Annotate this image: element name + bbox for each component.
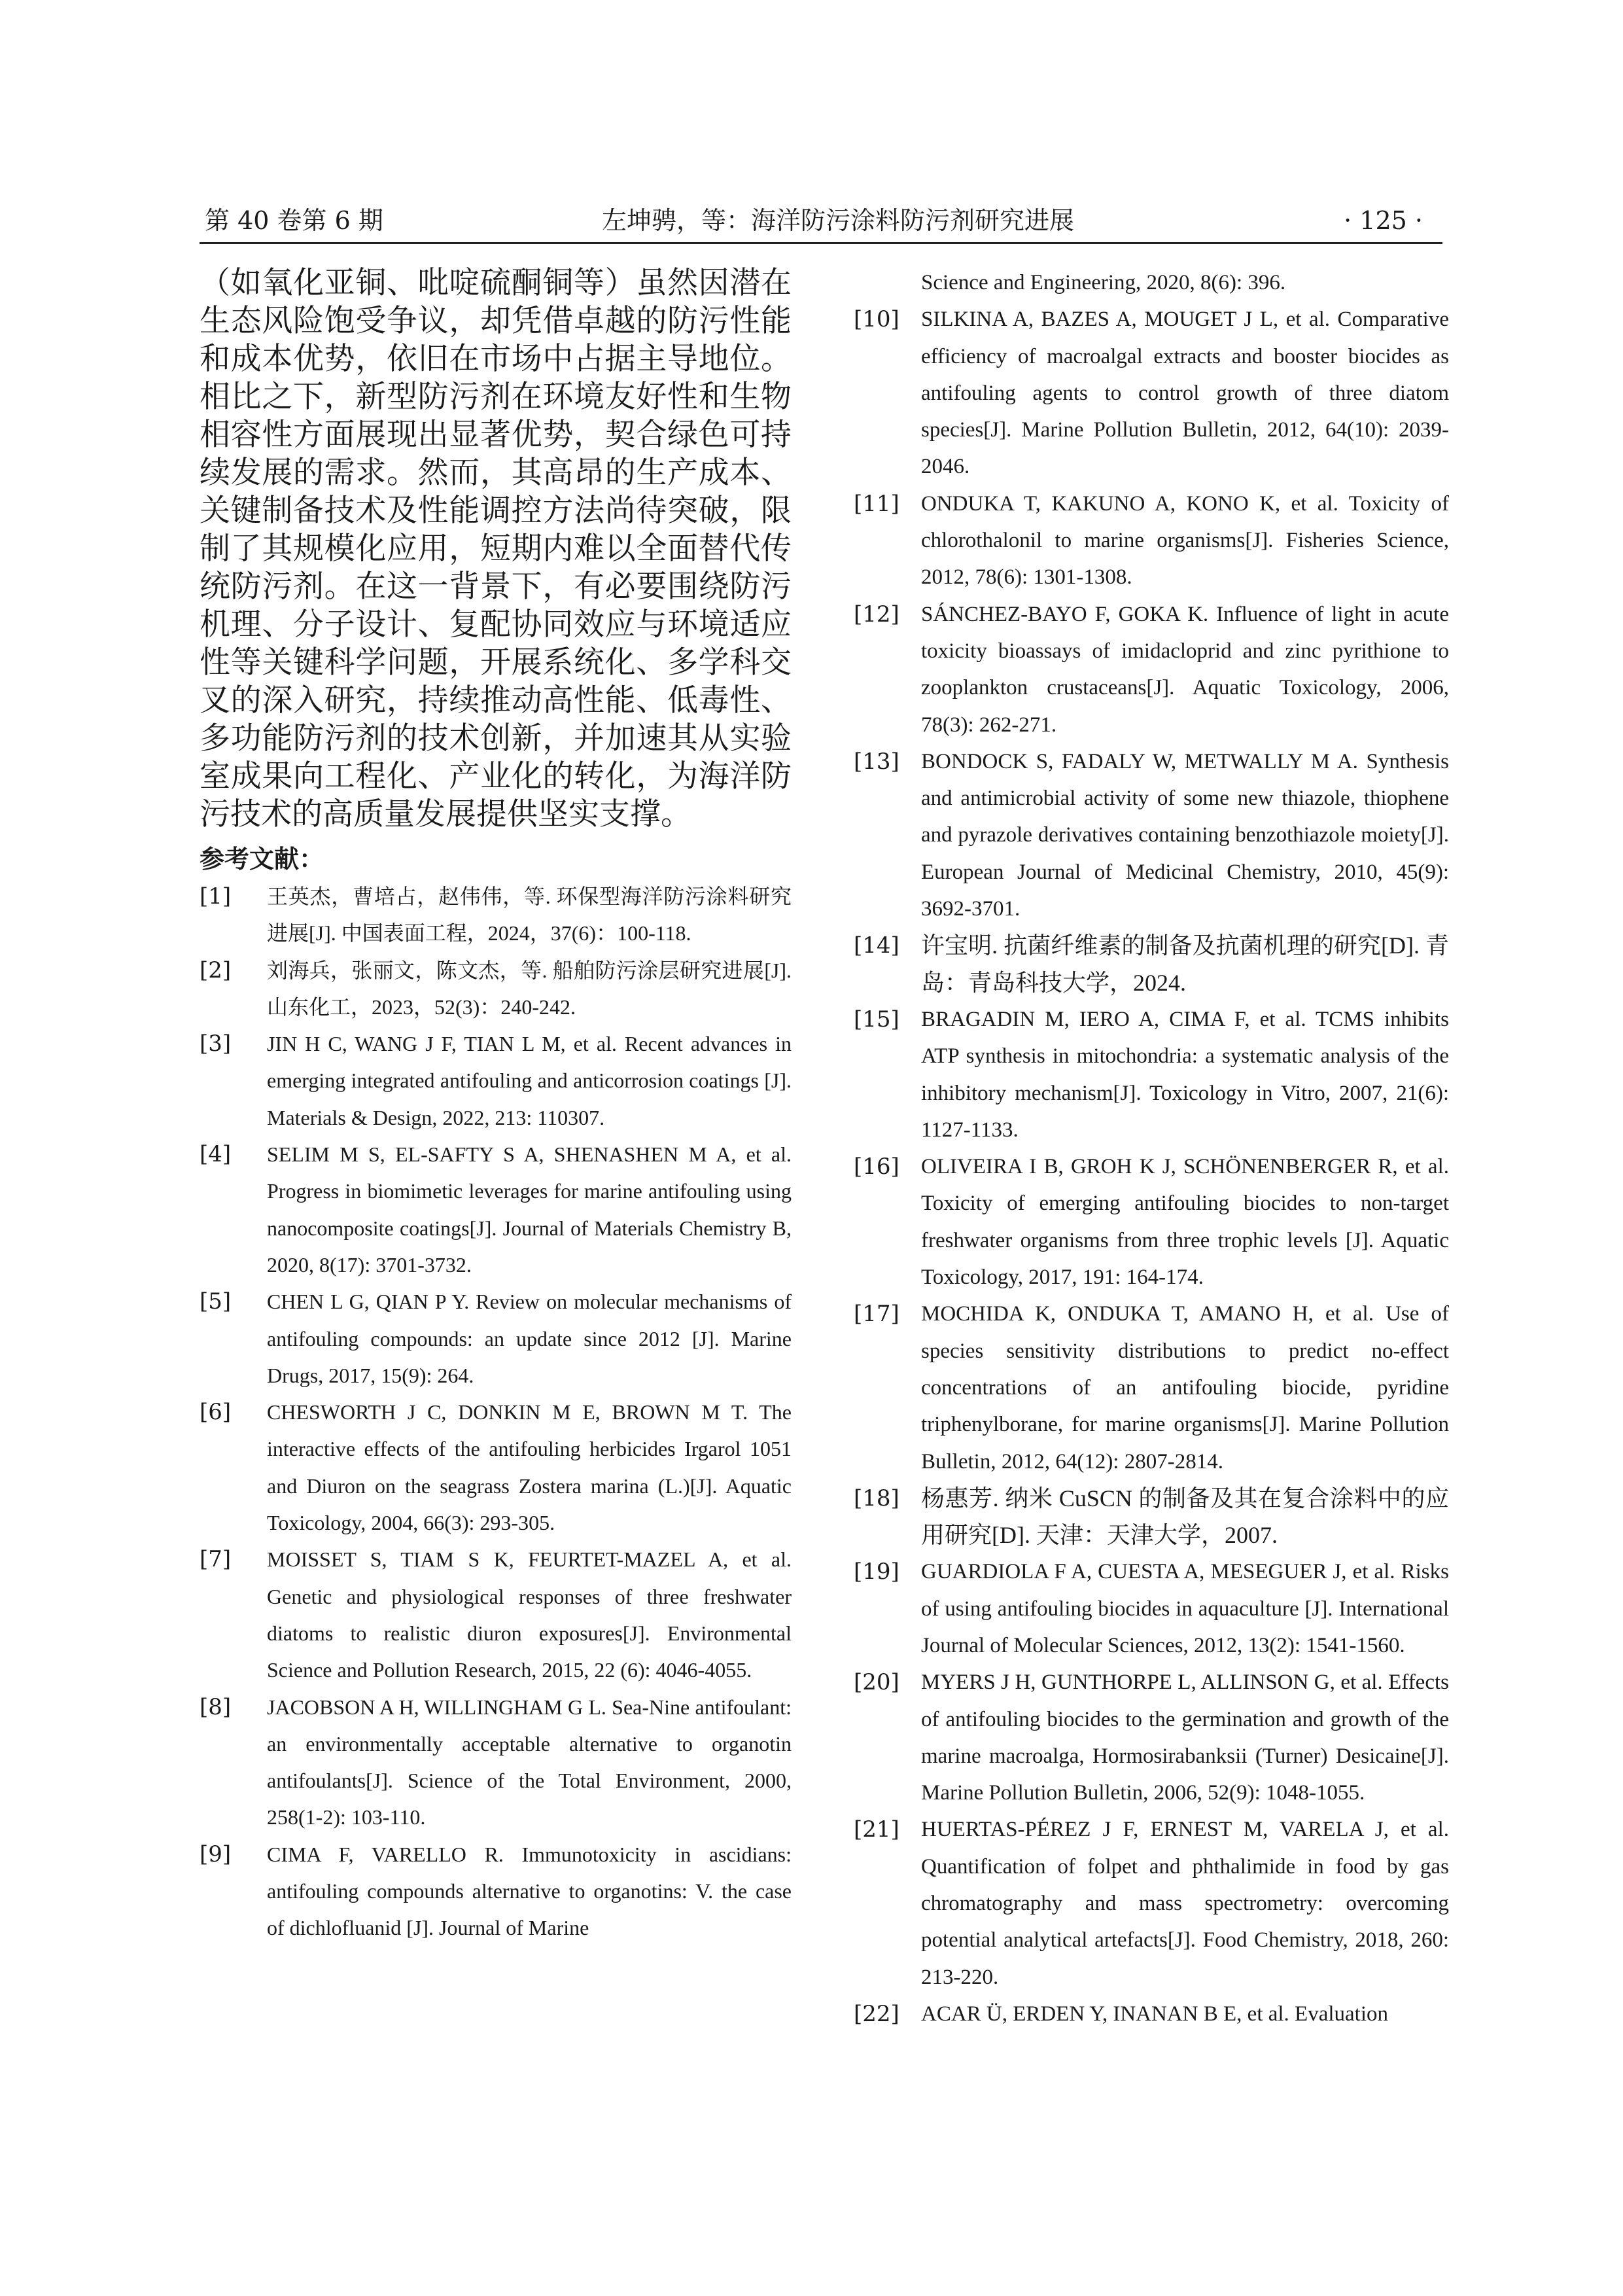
reference-number: [19] [854, 1559, 899, 1585]
reference-text: SÁNCHEZ-BAYO F, GOKA K. Influence of light in acute toxicity bioassays of imidacloprid and zinc pyrithione to zooplankton crustaceans[J]. Aquatic Toxicology, 2006, 78(3): 262-271. [921, 602, 1449, 737]
reference-number: [10] [854, 306, 899, 333]
running-title: 左坤骋，等：海洋防污涂料防污剂研究进展 [602, 206, 1075, 235]
reference-item [854, 1664, 1449, 1811]
reference-number: [4] [200, 1141, 232, 1168]
reference-text: OLIVEIRA I B, GROH K J, SCHÖNENBERGER R, et al. Toxicity of emerging antifouling biocides to non-target freshwater organisms from three trophic levels [J]. Aquatic Toxicology, 2017, 191: 164-174. [921, 1155, 1449, 1290]
reference-number: [12] [854, 601, 899, 627]
reference-item [200, 1689, 792, 1836]
reference-item [200, 1136, 792, 1283]
reference-item [200, 1394, 792, 1541]
reference-text: ACAR Ü, ERDEN Y, INANAN B E, et al. Evaluation [921, 2002, 1389, 2026]
running-header [200, 196, 1442, 244]
reference-text: 刘海兵，张丽文，陈文杰，等. 船舶防污涂层研究进展[J]. 山东化工，2023，52(3)：240-242. [267, 958, 792, 1019]
reference-text: SILKINA A, BAZES A, MOUGET J L, et al. Comparative efficiency of macroalgal extracts and booster biocides as antifouling agents to control growth of three diatom species[J]. Marine Pollution Bulletin, 2012, 64(10): 2039-2046. [921, 308, 1449, 479]
reference-item [200, 1541, 792, 1688]
reference-item [854, 301, 1449, 485]
reference-number: [6] [200, 1399, 232, 1426]
reference-text: JIN H C, WANG J F, TIAN L M, et al. Recent advances in emerging integrated antifouling and anticorrosion coatings [J]. Materials & Design, 2022, 213: 110307. [267, 1032, 792, 1129]
reference-number: [9] [200, 1841, 232, 1867]
reference-text: GUARDIOLA F A, CUESTA A, MESEGUER J, et al. Risks of using antifouling biocides in aquaculture [J]. International Journal of Molecular Sciences, 2012, 13(2): 1541-1560. [921, 1560, 1449, 1657]
reference-number: [17] [854, 1301, 899, 1328]
reference-item [854, 743, 1449, 927]
reference-text: SELIM M S, EL-SAFTY S A, SHENASHEN M A, et al. Progress in biomimetic leverages for marine antifouling using nanocomposite coatings[J]. Journal of Materials Chemistry B, 2020, 8(17): 3701-3732. [267, 1142, 792, 1277]
reference-text: Science and Engineering, 2020, 8(6): 396. [921, 271, 1286, 294]
reference-item [854, 1480, 1449, 1554]
reference-9-continuation [854, 264, 1449, 301]
reference-number: [21] [854, 1816, 899, 1843]
reference-number: [20] [854, 1669, 899, 1696]
reference-number: [16] [854, 1154, 899, 1180]
reference-number: [3] [200, 1031, 232, 1057]
right-column [854, 264, 1449, 2032]
reference-text: BONDOCK S, FADALY W, METWALLY M A. Synthesis and antimicrobial activity of some new thiazole, thiophene and pyrazole derivatives containing benzothiazole moiety[J]. European Journal of Medicinal Chemistry, 2010, 45(9): 3692-3701. [921, 749, 1449, 921]
reference-number: [13] [854, 748, 899, 775]
reference-item [200, 952, 792, 1026]
reference-item [854, 1148, 1449, 1296]
reference-item [200, 1283, 792, 1394]
left-column [200, 264, 792, 1947]
reference-text: ONDUKA T, KAKUNO A, KONO K, et al. Toxicity of chlorothalonil to marine organisms[J]. Fisheries Science, 2012, 78(6): 1301-1308. [921, 491, 1449, 590]
reference-text: 王英杰，曹培占，赵伟伟，等. 环保型海洋防污涂料研究进展[J]. 中国表面工程，2024，37(6)：100-118. [267, 885, 792, 945]
reference-item [854, 596, 1449, 743]
reference-item [200, 1025, 792, 1136]
body-paragraph: （如氧化亚铜、吡啶硫酮铜等）虽然因潜在生态风险饱受争议，却凭借卓越的防污性能和成本优势，依旧在市场中占据主导地位。相比之下，新型防污剂在环境友好性和生物相容性方面展现出显著优势，契合绿色可持续发展的需求。然而，其高昂的生产成本、关键制备技术及性能调控方法尚待突破，限制了其规模化应用，短期内难以全面替代传统防污剂。在这一背景下，有必要围绕防污机理、分子设计、复配协同效应与环境适应性等关键科学问题，开展系统化、多学科交叉的深入研究，持续推动高性能、低毒性、多功能防污剂的技术创新，并加速其从实验室成果向工程化、产业化的转化，为海洋防污技术的高质量发展提供坚实支撑。 [200, 265, 792, 832]
reference-text: CHESWORTH J C, DONKIN M E, BROWN M T. The interactive effects of the antifouling herbicides Irgarol 1051 and Diuron on the seagrass Zostera marina (L.)[J]. Aquatic Toxicology, 2004, 66(3): 293-305. [267, 1400, 792, 1535]
reference-item [854, 927, 1449, 1001]
reference-number: [11] [854, 490, 899, 517]
reference-text: 杨惠芳. 纳米 CuSCN 的制备及其在复合涂料中的应用研究[D]. 天津：天津大学，2007. [921, 1485, 1449, 1549]
reference-text: MOISSET S, TIAM S K, FEURTET-MAZEL A, et al. Genetic and physiological responses of three freshwater diatoms to realistic diuron exposures[J]. Environmental Science and Pollution Research, 2015, 22 (6): 4046-4055. [267, 1547, 792, 1682]
reference-number: [2] [200, 957, 232, 983]
reference-number: [18] [854, 1485, 899, 1511]
reference-number: [1] [200, 883, 232, 910]
reference-text: CIMA F, VARELLO R. Immunotoxicity in ascidians: antifouling compounds alternative to organotins: V. the case of dichlofluanid [J]. Journal of Marine [267, 1842, 792, 1940]
reference-number: [15] [854, 1006, 899, 1033]
reference-text: BRAGADIN M, IERO A, CIMA F, et al. TCMS inhibits ATP synthesis in mitochondria: a systematic analysis of the inhibitory mechanism[J]. Toxicology in Vitro, 2007, 21(6): 1127-1133. [921, 1007, 1449, 1142]
reference-text: MOCHIDA K, ONDUKA T, AMANO H, et al. Use of species sensitivity distributions to predict no-effect concentrations of an antifouling biocide, pyridine triphenylborane, for marine organisms[J]. Marine Pollution Bulletin, 2012, 64(12): 2807-2814. [921, 1302, 1449, 1474]
reference-number: [22] [854, 2000, 899, 2027]
reference-text: JACOBSON A H, WILLINGHAM G L. Sea-Nine antifoulant: an environmentally acceptable alternative to organotin antifoulants[J]. Science of the Total Environment, 2000, 258(1-2): 103-110. [267, 1695, 792, 1829]
reference-text: MYERS J H, GUNTHORPE L, ALLINSON G, et al. Effects of antifouling biocides to the germination and growth of the marine macroalga, Hormosirabanksii (Turner) Desicaine[J]. Marine Pollution Bulletin, 2006, 52(9): 1048-1055. [921, 1670, 1449, 1805]
reference-text: 许宝明. 抗菌纤维素的制备及抗菌机理的研究[D]. 青岛：青岛科技大学，2024. [921, 932, 1449, 996]
reference-list-right [854, 301, 1449, 2032]
reference-number: [8] [200, 1693, 232, 1720]
reference-number: [14] [854, 932, 899, 959]
reference-text: CHEN L G, QIAN P Y. Review on molecular mechanisms of antifouling compounds: an update since 2012 [J]. Marine Drugs, 2017, 15(9): 264. [267, 1290, 792, 1387]
reference-item [200, 878, 792, 952]
reference-text: HUERTAS-PÉREZ J F, ERNEST M, VARELA J, et al. Quantification of folpet and phthalimide in food by gas chromatography and mass spectrometry: overcoming potential analytical artefacts[J]. Food Chemistry, 2018, 260: 213-220. [921, 1818, 1449, 1989]
journal-volume-issue: 第 40 卷第 6 期 [205, 206, 383, 235]
reference-number: [5] [200, 1288, 232, 1315]
reference-item [854, 1996, 1449, 2032]
reference-item [854, 1553, 1449, 1664]
reference-number: [7] [200, 1546, 232, 1573]
references-heading: 参考文献： [200, 845, 324, 874]
reference-item [854, 1811, 1449, 1995]
reference-item [854, 1296, 1449, 1479]
reference-list-left [200, 878, 792, 1947]
reference-item [854, 486, 1449, 596]
reference-item [200, 1836, 792, 1947]
page-number: · 125 · [1344, 206, 1423, 235]
reference-item [854, 1001, 1449, 1148]
